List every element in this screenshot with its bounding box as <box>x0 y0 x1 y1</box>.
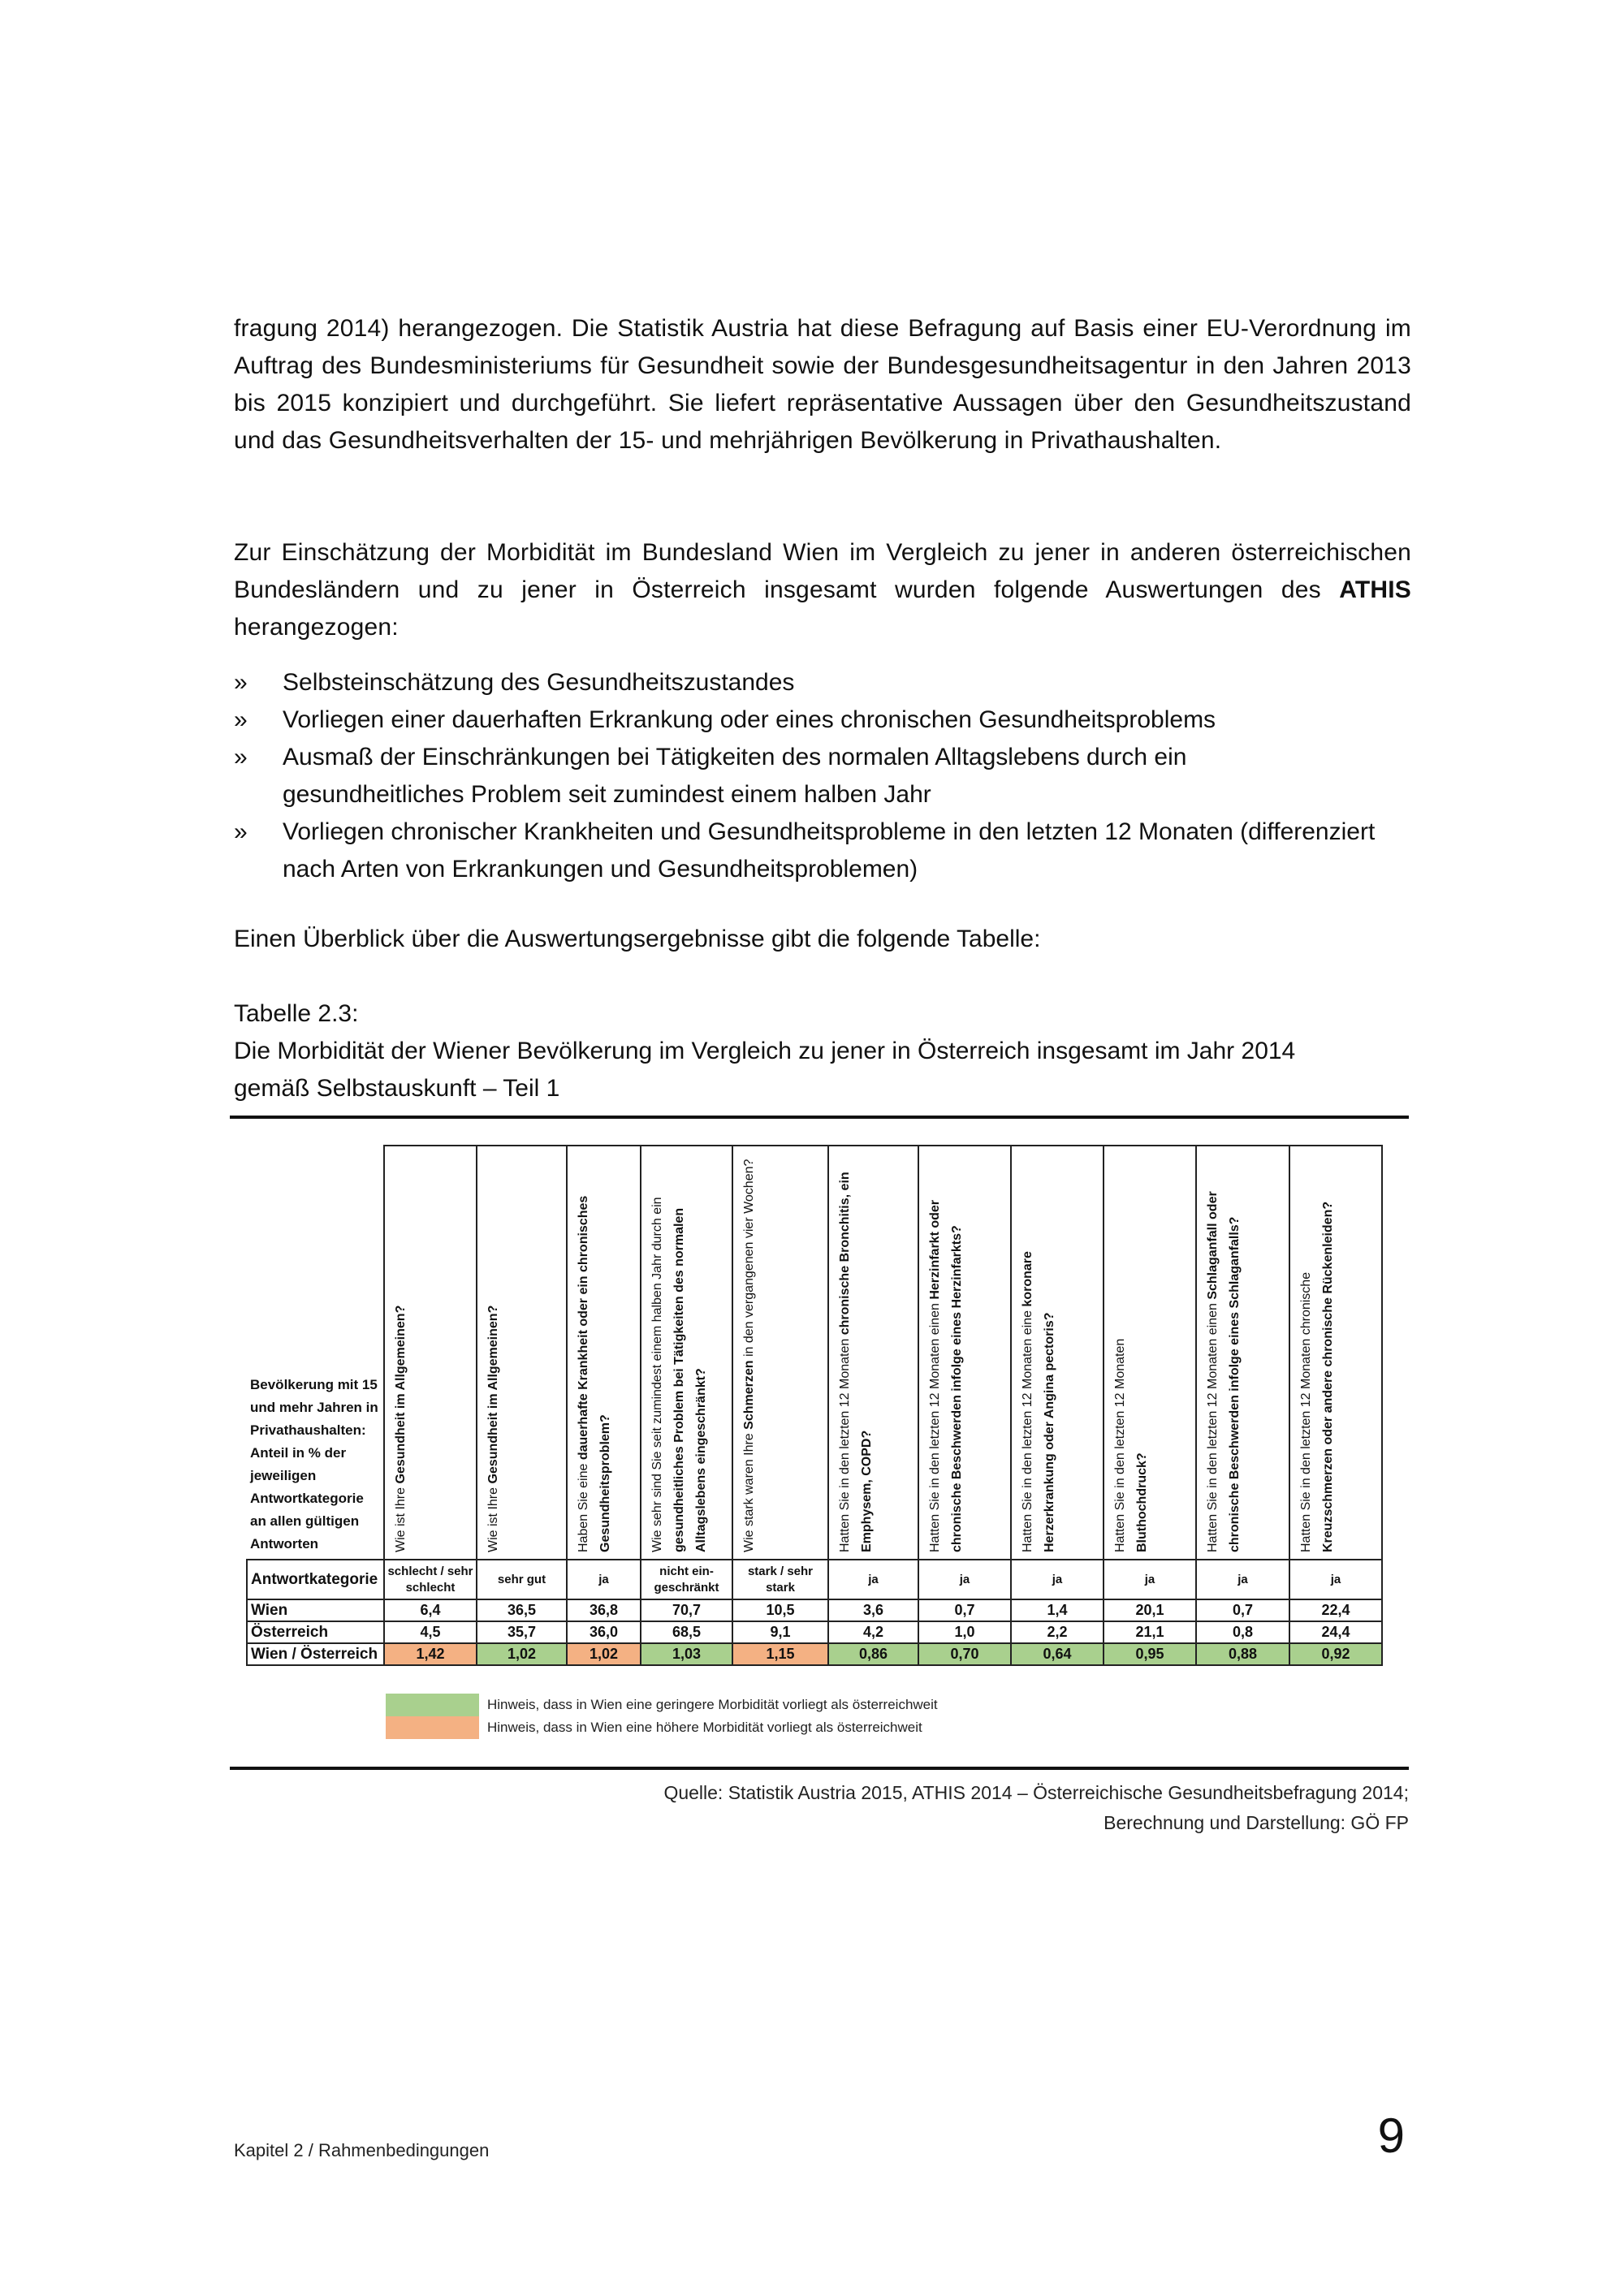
question-header <box>567 1146 641 1560</box>
ratio-cell-lower: 0,70 <box>918 1643 1011 1665</box>
data-cell: 0,7 <box>1196 1599 1289 1621</box>
table-top-rule <box>230 1116 1409 1119</box>
intro-text-2-post: herangezogen: <box>234 614 399 641</box>
question-header <box>732 1146 828 1560</box>
source-line-1: Quelle: Statistik Austria 2015, ATHIS 2014 – Österreichische Gesundheitsbefragung 2014; <box>663 1782 1409 1803</box>
color-legend <box>386 1694 938 1739</box>
table-title: Die Morbidität der Wiener Bevölkerung im Vergleich zu jener in Österreich insgesamt im Jahr 2014 gemäß Selbstauskunft – Teil 1 <box>234 1038 1296 1102</box>
ratio-cell-lower: 0,86 <box>828 1643 918 1665</box>
intro-paragraph-2 <box>234 534 1411 646</box>
data-cell: 35,7 <box>477 1621 567 1643</box>
legend-item-lower <box>386 1694 938 1716</box>
category-cell: ja <box>1011 1560 1104 1599</box>
question-text: Wie ist Ihre Gesundheit im Allgemeinen? <box>486 1305 500 1552</box>
ratio-cell-lower: 0,88 <box>1196 1643 1289 1665</box>
question-text: Wie stark waren Ihre Schmerzen in den vergangenen vier Wochen? <box>742 1159 756 1552</box>
legend-text: Hinweis, dass in Wien eine geringere Morbidität vorliegt als österreichweit <box>487 1697 938 1712</box>
bullet-marker-icon: » <box>234 706 248 733</box>
list-item-text: Ausmaß der Einschränkungen bei Tätigkeiten des normalen Alltagslebens durch ein gesundheitliches Problem seit zumindest einem halben Jahr <box>283 744 1187 808</box>
row-label: Antwortkategorie <box>247 1560 384 1599</box>
data-cell: 10,5 <box>732 1599 828 1621</box>
table-row-oesterreich <box>247 1621 1382 1643</box>
athis-keyword: ATHIS <box>1339 576 1411 603</box>
analysis-list <box>234 664 1411 888</box>
list-item <box>234 814 1403 888</box>
bullet-marker-icon: » <box>234 669 248 696</box>
list-item <box>234 664 1411 701</box>
data-cell: 2,2 <box>1011 1621 1104 1643</box>
category-cell: ja <box>1104 1560 1196 1599</box>
category-cell: ja <box>567 1560 641 1599</box>
data-cell: 36,0 <box>567 1621 641 1643</box>
overview-sentence: Einen Überblick über die Auswertungsergebnisse gibt die folgende Tabelle: <box>234 926 1041 952</box>
question-text: Wie sehr sind Sie seit zumindest einem halben Jahr durch ein gesundheitliches Problem bei Tätigkeiten des normalen Alltagslebens eingeschränkt? <box>650 1197 708 1552</box>
data-cell: 0,7 <box>918 1599 1011 1621</box>
question-text: Hatten Sie in den letzten 12 Monaten chronische Kreuzschmerzen oder andere chronische Rückenleiden? <box>1299 1201 1335 1552</box>
category-cell: nicht ein-geschränkt <box>641 1560 732 1599</box>
data-cell: 0,8 <box>1196 1621 1289 1643</box>
ratio-cell-lower: 1,02 <box>477 1643 567 1665</box>
intro-text: fragung 2014) herangezogen. Die Statistik Austria hat diese Befragung auf Basis einer EU-Verordnung im Auftrag des Bundesministeriums für Gesundheit sowie der Bundesgesundheitsagentur in den Jahren 2013 bis 2015 konzipiert und durchgeführt. Sie liefert repräsentative Aussagen über den Gesundheitszustand und das Gesundheitsverhalten der 15- und mehrjährigen Bevölkerung in Privathaushalten. <box>234 315 1411 454</box>
table-bottom-rule <box>230 1767 1409 1770</box>
bullet-marker-icon: » <box>234 818 248 845</box>
question-text: Hatten Sie in den letzten 12 Monaten Bluthochdruck? <box>1113 1338 1149 1552</box>
question-header <box>1196 1146 1289 1560</box>
question-text: Haben Sie eine dauerhafte Krankheit oder ein chronisches Gesundheitsproblem? <box>577 1195 612 1552</box>
category-cell: ja <box>828 1560 918 1599</box>
question-header <box>641 1146 732 1560</box>
data-cell: 36,8 <box>567 1599 641 1621</box>
data-cell: 1,0 <box>918 1621 1011 1643</box>
data-cell: 21,1 <box>1104 1621 1196 1643</box>
category-cell: ja <box>1196 1560 1289 1599</box>
data-cell: 9,1 <box>732 1621 828 1643</box>
source-line-2: Berechnung und Darstellung: GÖ FP <box>1104 1812 1409 1833</box>
morbidity-table-wrapper <box>246 1145 1383 1666</box>
legend-item-higher <box>386 1716 938 1739</box>
intro-text-2-pre: Zur Einschätzung der Morbidität im Bundesland Wien im Vergleich zu jener in anderen österreichischen Bundesländern und zu jener in Österreich insgesamt wurden folgende Auswertungen des <box>234 539 1411 603</box>
data-cell: 6,4 <box>384 1599 477 1621</box>
category-cell: schlecht / sehr schlecht <box>384 1560 477 1599</box>
question-text: Hatten Sie in den letzten 12 Monaten einen Herzinfarkt oder chronische Beschwerden infolge eines Herzinfarkts? <box>928 1199 964 1552</box>
question-header <box>1104 1146 1196 1560</box>
question-text: Hatten Sie in den letzten 12 Monaten chronische Bronchitis, ein Emphysem, COPD? <box>838 1172 874 1552</box>
list-item-text: Selbsteinschätzung des Gesundheitszustandes <box>283 669 795 696</box>
question-header <box>477 1146 567 1560</box>
ratio-cell-higher: 1,42 <box>384 1643 477 1665</box>
source-note <box>663 1778 1409 1838</box>
table-row-wien <box>247 1599 1382 1621</box>
list-item <box>234 739 1354 814</box>
data-cell: 1,4 <box>1011 1599 1104 1621</box>
green-swatch-icon <box>386 1694 479 1716</box>
corner-label: Bevölkerung mit 15 und mehr Jahren in Privathaushalten: Anteil in % der jeweiligen Antwortkategorie an allen gültigen Antworten <box>250 1377 378 1552</box>
question-header <box>384 1146 477 1560</box>
category-cell: sehr gut <box>477 1560 567 1599</box>
data-cell: 4,5 <box>384 1621 477 1643</box>
data-cell: 68,5 <box>641 1621 732 1643</box>
ratio-cell-higher: 1,15 <box>732 1643 828 1665</box>
ratio-cell-lower: 0,92 <box>1289 1643 1382 1665</box>
table-label: Tabelle 2.3: <box>234 1000 359 1027</box>
category-cell: ja <box>918 1560 1011 1599</box>
category-cell: stark / sehr stark <box>732 1560 828 1599</box>
chapter-footer: Kapitel 2 / Rahmenbedingungen <box>234 2140 490 2160</box>
question-text: Hatten Sie in den letzten 12 Monaten einen Schlaganfall oder chronische Beschwerden infolge eines Schlaganfalls? <box>1206 1191 1242 1552</box>
table-caption <box>234 995 1411 1107</box>
list-item-text: Vorliegen einer dauerhaften Erkrankung oder eines chronischen Gesundheitsproblems <box>283 706 1216 733</box>
table-row-ratio <box>247 1643 1382 1665</box>
question-header <box>1011 1146 1104 1560</box>
data-cell: 70,7 <box>641 1599 732 1621</box>
row-label: Österreich <box>247 1621 384 1643</box>
ratio-cell-lower: 1,03 <box>641 1643 732 1665</box>
question-text: Hatten Sie in den letzten 12 Monaten eine koronare Herzerkrankung oder Angina pectoris? <box>1021 1251 1056 1552</box>
ratio-cell-lower: 0,95 <box>1104 1643 1196 1665</box>
data-cell: 4,2 <box>828 1621 918 1643</box>
bullet-marker-icon: » <box>234 744 248 770</box>
data-cell: 24,4 <box>1289 1621 1382 1643</box>
data-cell: 36,5 <box>477 1599 567 1621</box>
row-label: Wien / Österreich <box>247 1643 384 1665</box>
row-label: Wien <box>247 1599 384 1621</box>
data-cell: 20,1 <box>1104 1599 1196 1621</box>
morbidity-table <box>246 1145 1383 1666</box>
legend-text: Hinweis, dass in Wien eine höhere Morbidität vorliegt als österreichweit <box>487 1720 922 1735</box>
ratio-cell-lower: 0,64 <box>1011 1643 1104 1665</box>
question-header <box>918 1146 1011 1560</box>
question-text: Wie ist Ihre Gesundheit im Allgemeinen? <box>394 1305 408 1552</box>
question-header-row <box>247 1146 1382 1560</box>
category-row <box>247 1560 1382 1599</box>
orange-swatch-icon <box>386 1716 479 1739</box>
intro-text-2 <box>234 534 1411 646</box>
intro-paragraph-1 <box>234 310 1411 460</box>
data-cell: 22,4 <box>1289 1599 1382 1621</box>
data-cell: 3,6 <box>828 1599 918 1621</box>
page-number: 9 <box>1377 2108 1405 2163</box>
list-item-text: Vorliegen chronischer Krankheiten und Gesundheitsprobleme in den letzten 12 Monaten (differenziert nach Arten von Erkrankungen und Gesundheitsproblemen) <box>283 818 1376 883</box>
question-header <box>1289 1146 1382 1560</box>
category-cell: ja <box>1289 1560 1382 1599</box>
question-header <box>828 1146 918 1560</box>
list-item <box>234 701 1411 739</box>
ratio-cell-higher: 1,02 <box>567 1643 641 1665</box>
